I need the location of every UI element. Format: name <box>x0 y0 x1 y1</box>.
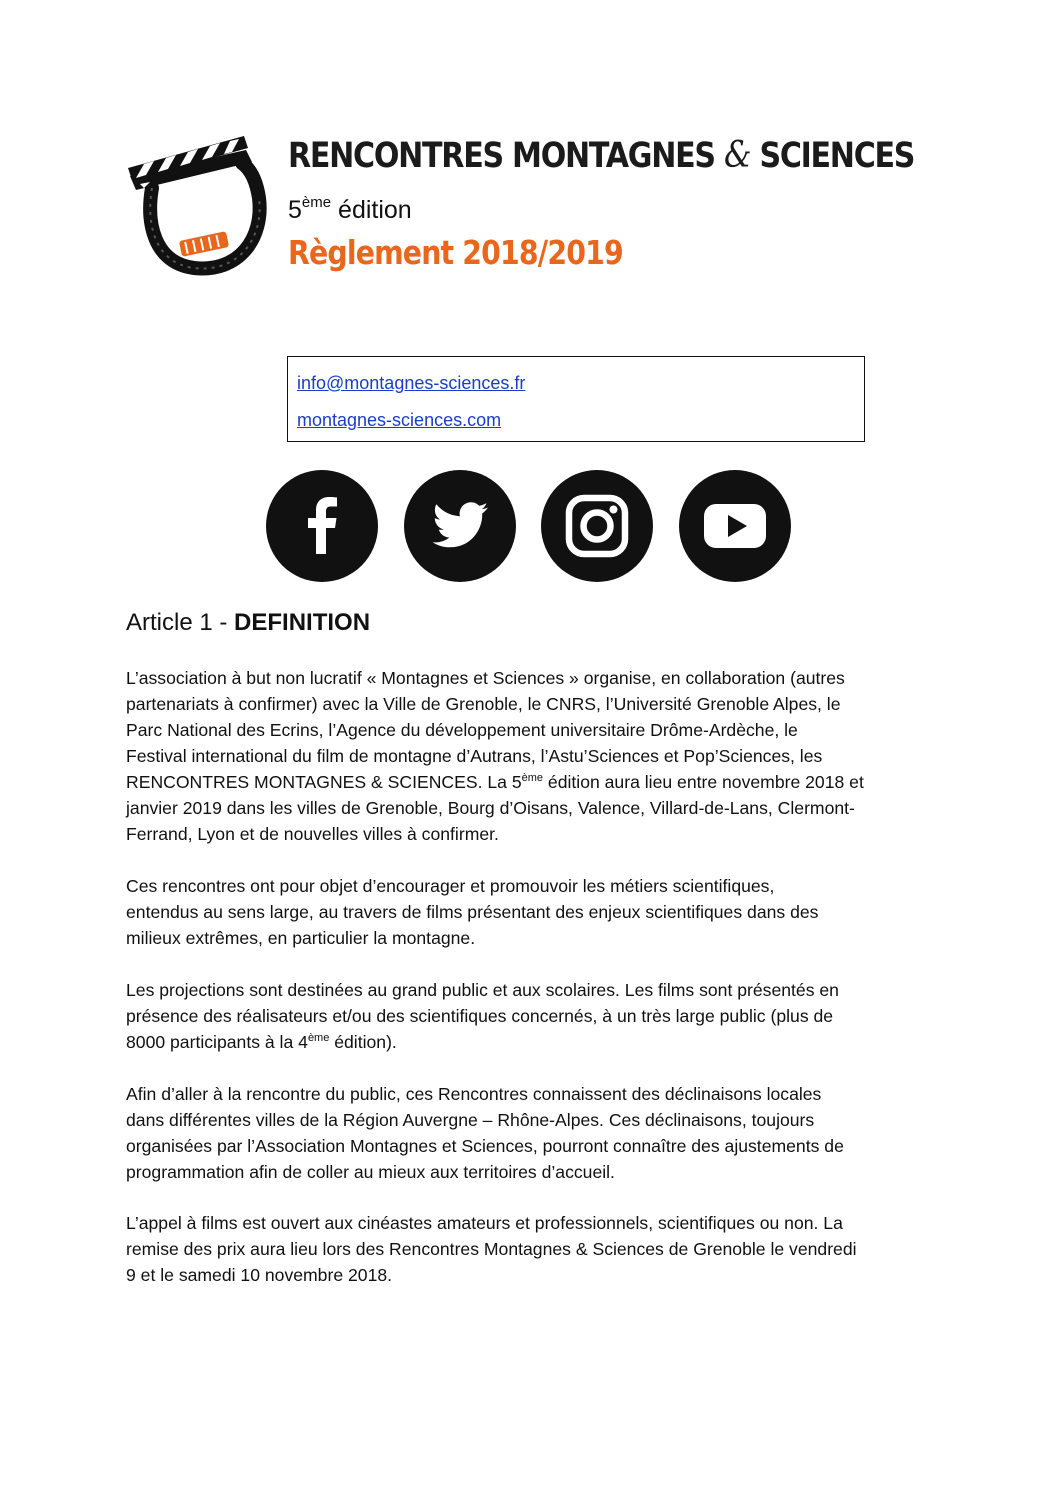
paragraph-line: Les projections sont destinées au grand public et aux scolaires. Les films sont présentés en <box>126 980 839 1000</box>
paragraph-superscript: ème <box>307 1032 330 1044</box>
paragraph-line: Afin d’aller à la rencontre du public, ces Rencontres connaissent des déclinaisons locales <box>126 1084 822 1104</box>
paragraph-line: L’association à but non lucratif « Montagnes et Sciences » organise, en collaboration (autres <box>126 668 845 688</box>
youtube-icon[interactable] <box>679 470 791 582</box>
article-heading-title: DEFINITION <box>234 609 371 636</box>
paragraph-line: milieux extrêmes, en particulier la montagne. <box>126 928 476 948</box>
twitter-icon[interactable] <box>404 470 516 582</box>
email-link[interactable]: info@montagnes-sciences.fr <box>297 373 526 393</box>
paragraph-line: partenariats à confirmer) avec la Ville de Grenoble, le CNRS, l’Université Grenoble Alpes, le <box>126 694 841 714</box>
paragraph-4 <box>126 1081 936 1185</box>
article-heading <box>126 609 370 638</box>
paragraph-line: L’appel à films est ouvert aux cinéastes amateurs et professionnels, scientifiques ou non. La <box>126 1213 843 1233</box>
paragraph-line: Festival international du film de montagne d’Autrans, l’Astu’Sciences et Pop’Sciences, les <box>126 746 823 766</box>
event-title-ampersand: & <box>723 135 751 176</box>
paragraph-line: Ces rencontres ont pour objet d’encourager et promouvoir les métiers scientifiques, <box>126 876 775 896</box>
paragraph-line: programmation afin de coller au mieux aux territoires d’accueil. <box>126 1162 615 1182</box>
reglement-title: Règlement 2018/2019 <box>288 233 623 272</box>
paragraph-text: RENCONTRES MONTAGNES & SCIENCES. La 5 <box>126 772 522 792</box>
event-title-part1: RENCONTRES MONTAGNES <box>288 136 724 176</box>
paragraph-line <box>126 1029 936 1055</box>
paragraph-line: Ferrand, Lyon et de nouvelles villes à confirmer. <box>126 824 499 844</box>
paragraph-1 <box>126 665 936 847</box>
paragraph-line: janvier 2019 dans les villes de Grenoble, Bourg d’Oisans, Valence, Villard-de-Lans, Clermont- <box>126 798 855 818</box>
paragraph-line: présence des réalisateurs et/ou des scientifiques concernés, à un très large public (plus de <box>126 1006 834 1026</box>
paragraph-2 <box>126 873 936 951</box>
contact-box <box>287 356 865 442</box>
paragraph-text: 8000 participants à la 4 <box>126 1032 308 1052</box>
event-title <box>288 135 915 176</box>
event-title-part2: SCIENCES <box>750 136 915 176</box>
paragraph-line: Parc National des Ecrins, l’Agence du développement universitaire Drôme-Ardèche, le <box>126 720 798 740</box>
instagram-icon[interactable] <box>541 470 653 582</box>
paragraph-line: 9 et le samedi 10 novembre 2018. <box>126 1265 393 1285</box>
article-heading-prefix: Article 1 - <box>126 609 235 636</box>
paragraph-text: édition aura lieu entre novembre 2018 et <box>543 772 864 792</box>
clapperboard-carabiner-logo <box>124 128 274 278</box>
edition-word: édition <box>331 196 412 224</box>
website-link[interactable]: montagnes-sciences.com <box>297 410 502 430</box>
paragraph-line <box>126 769 936 795</box>
edition-number: 5 <box>288 196 302 224</box>
paragraph-line: entendus au sens large, au travers de films présentant des enjeux scientifiques dans des <box>126 902 819 922</box>
paragraph-line: organisées par l’Association Montagnes et Sciences, pourront connaître des ajustements de <box>126 1136 844 1156</box>
paragraph-5 <box>126 1210 936 1288</box>
paragraph-line: dans différentes villes de la Région Auvergne – Rhône-Alpes. Ces déclinaisons, toujours <box>126 1110 815 1130</box>
paragraph-text: édition). <box>329 1032 397 1052</box>
paragraph-3 <box>126 977 936 1055</box>
edition-label <box>288 194 412 225</box>
paragraph-line: remise des prix aura lieu lors des Rencontres Montagnes & Sciences de Grenoble le vendredi <box>126 1239 857 1259</box>
paragraph-superscript: ème <box>521 772 544 784</box>
facebook-icon[interactable] <box>266 470 378 582</box>
edition-superscript: ème <box>301 194 332 211</box>
